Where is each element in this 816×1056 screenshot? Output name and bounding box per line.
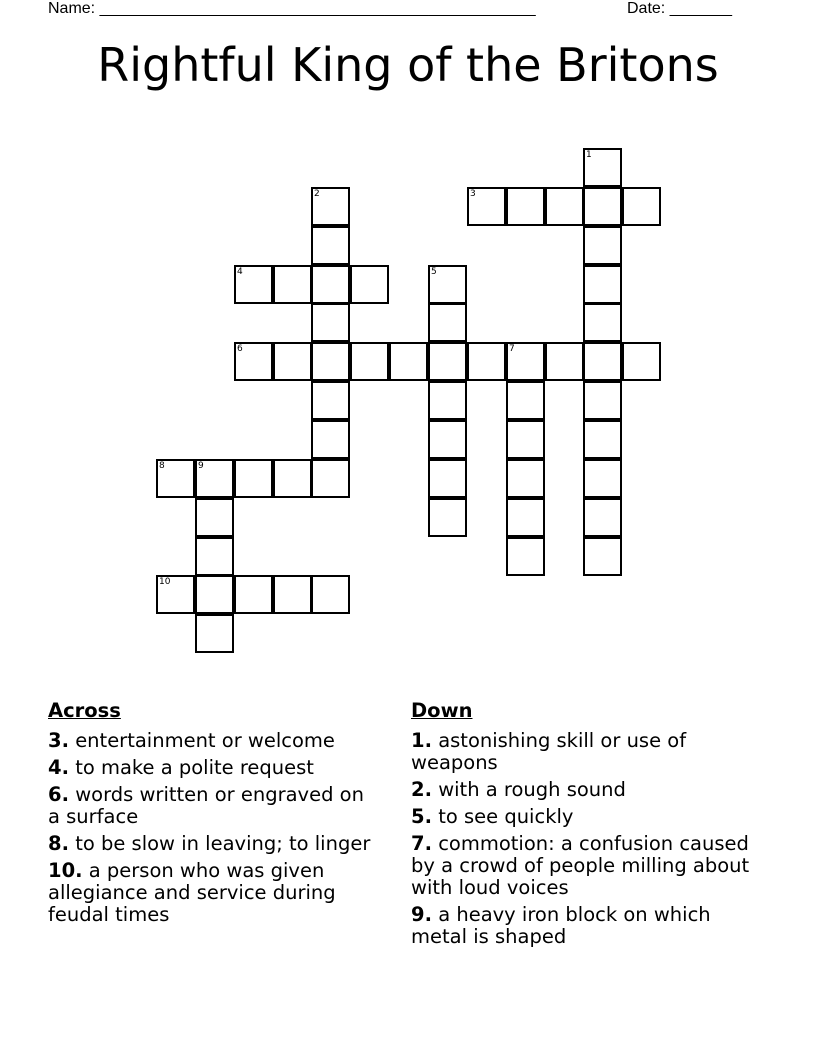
clue-down-1 bbox=[411, 730, 751, 774]
grid-cell[interactable] bbox=[311, 226, 350, 265]
date-field-label: Date: _______ bbox=[627, 0, 732, 17]
clue-text: words written or engraved on a surface bbox=[48, 783, 364, 828]
clue-number-label: 5 bbox=[431, 267, 437, 277]
grid-cell[interactable] bbox=[467, 187, 506, 226]
grid-cell[interactable] bbox=[428, 459, 467, 498]
clue-number-label: 3 bbox=[470, 189, 476, 199]
grid-cell[interactable] bbox=[428, 342, 467, 381]
grid-cell[interactable] bbox=[506, 498, 545, 537]
across-heading: Across bbox=[48, 699, 121, 722]
clue-number: 4. bbox=[48, 756, 69, 779]
grid-cell[interactable] bbox=[583, 226, 622, 265]
clue-text: with a rough sound bbox=[438, 778, 626, 801]
clue-number-label: 10 bbox=[159, 577, 171, 587]
clue-number: 7. bbox=[411, 832, 432, 855]
grid-cell[interactable] bbox=[583, 420, 622, 459]
clue-number-label: 4 bbox=[237, 267, 243, 277]
grid-cell[interactable] bbox=[622, 342, 661, 381]
grid-cell[interactable] bbox=[428, 265, 467, 304]
clue-number-label: 6 bbox=[237, 344, 243, 354]
down-heading: Down bbox=[411, 699, 473, 722]
grid-cell[interactable] bbox=[311, 187, 350, 226]
grid-cell[interactable] bbox=[350, 342, 389, 381]
clue-number: 5. bbox=[411, 805, 432, 828]
grid-cell[interactable] bbox=[311, 575, 350, 614]
grid-cell[interactable] bbox=[428, 420, 467, 459]
grid-cell[interactable] bbox=[273, 265, 312, 304]
grid-cell[interactable] bbox=[583, 381, 622, 420]
grid-cell[interactable] bbox=[273, 575, 312, 614]
grid-cell[interactable] bbox=[389, 342, 428, 381]
clue-number-label: 1 bbox=[586, 150, 592, 160]
grid-cell[interactable] bbox=[428, 498, 467, 537]
grid-cell[interactable] bbox=[350, 265, 389, 304]
grid-cell[interactable] bbox=[583, 498, 622, 537]
grid-cell[interactable] bbox=[234, 575, 273, 614]
grid-cell[interactable] bbox=[195, 614, 234, 653]
grid-cell[interactable] bbox=[195, 575, 234, 614]
grid-cell[interactable] bbox=[311, 420, 350, 459]
name-field-label: Name: _________________________________________________ bbox=[48, 0, 536, 17]
grid-cell[interactable] bbox=[583, 459, 622, 498]
grid-cell[interactable] bbox=[273, 459, 312, 498]
grid-cell[interactable] bbox=[195, 537, 234, 576]
grid-cell[interactable] bbox=[583, 537, 622, 576]
grid-cell[interactable] bbox=[311, 459, 350, 498]
grid-cell[interactable] bbox=[428, 381, 467, 420]
grid-cell[interactable] bbox=[234, 342, 273, 381]
clue-text: to be slow in leaving; to linger bbox=[75, 832, 371, 855]
clue-text: to see quickly bbox=[438, 805, 574, 828]
grid-cell[interactable] bbox=[234, 265, 273, 304]
clue-text: a heavy iron block on which metal is shaped bbox=[411, 903, 711, 948]
grid-cell[interactable] bbox=[583, 148, 622, 187]
grid-cell[interactable] bbox=[506, 459, 545, 498]
clue-number: 8. bbox=[48, 832, 69, 855]
clue-text: entertainment or welcome bbox=[75, 729, 335, 752]
clue-across-4 bbox=[48, 757, 378, 779]
grid-cell[interactable] bbox=[273, 342, 312, 381]
clue-number: 3. bbox=[48, 729, 69, 752]
grid-cell[interactable] bbox=[506, 537, 545, 576]
grid-cell[interactable] bbox=[428, 303, 467, 342]
grid-cell[interactable] bbox=[156, 575, 195, 614]
grid-cell[interactable] bbox=[506, 342, 545, 381]
grid-cell[interactable] bbox=[156, 459, 195, 498]
clue-across-8 bbox=[48, 833, 378, 855]
grid-cell[interactable] bbox=[506, 187, 545, 226]
clue-text: commotion: a confusion caused by a crowd of people milling about with loud voices bbox=[411, 832, 750, 899]
grid-cell[interactable] bbox=[311, 381, 350, 420]
clue-text: to make a polite request bbox=[75, 756, 314, 779]
clue-number-label: 7 bbox=[509, 344, 515, 354]
clue-text: a person who was given allegiance and service during feudal times bbox=[48, 859, 336, 926]
grid-cell[interactable] bbox=[506, 381, 545, 420]
clue-across-3 bbox=[48, 730, 378, 752]
clue-number: 1. bbox=[411, 729, 432, 752]
clue-number: 2. bbox=[411, 778, 432, 801]
grid-cell[interactable] bbox=[311, 342, 350, 381]
grid-cell[interactable] bbox=[545, 342, 584, 381]
clue-across-10 bbox=[48, 860, 378, 926]
across-clues bbox=[48, 700, 378, 931]
grid-cell[interactable] bbox=[583, 265, 622, 304]
grid-cell[interactable] bbox=[583, 303, 622, 342]
clue-down-2 bbox=[411, 779, 751, 801]
grid-cell[interactable] bbox=[311, 303, 350, 342]
clue-down-9 bbox=[411, 904, 751, 948]
grid-cell[interactable] bbox=[467, 342, 506, 381]
grid-cell[interactable] bbox=[234, 459, 273, 498]
grid-cell[interactable] bbox=[583, 342, 622, 381]
clue-down-7 bbox=[411, 833, 751, 899]
clue-across-6 bbox=[48, 784, 378, 828]
grid-cell[interactable] bbox=[311, 265, 350, 304]
grid-cell[interactable] bbox=[622, 187, 661, 226]
page-title: Rightful King of the Britons bbox=[97, 38, 719, 92]
grid-cell[interactable] bbox=[583, 187, 622, 226]
grid-cell[interactable] bbox=[545, 187, 584, 226]
clue-number-label: 9 bbox=[198, 461, 204, 471]
grid-cell[interactable] bbox=[506, 420, 545, 459]
clue-number-label: 8 bbox=[159, 461, 165, 471]
grid-cell[interactable] bbox=[195, 498, 234, 537]
down-clues bbox=[411, 700, 751, 953]
clue-number: 6. bbox=[48, 783, 69, 806]
clue-text: astonishing skill or use of weapons bbox=[411, 729, 687, 774]
grid-cell[interactable] bbox=[195, 459, 234, 498]
clue-number: 9. bbox=[411, 903, 432, 926]
clue-number-label: 2 bbox=[314, 189, 320, 199]
clue-number: 10. bbox=[48, 859, 83, 882]
clue-down-5 bbox=[411, 806, 751, 828]
